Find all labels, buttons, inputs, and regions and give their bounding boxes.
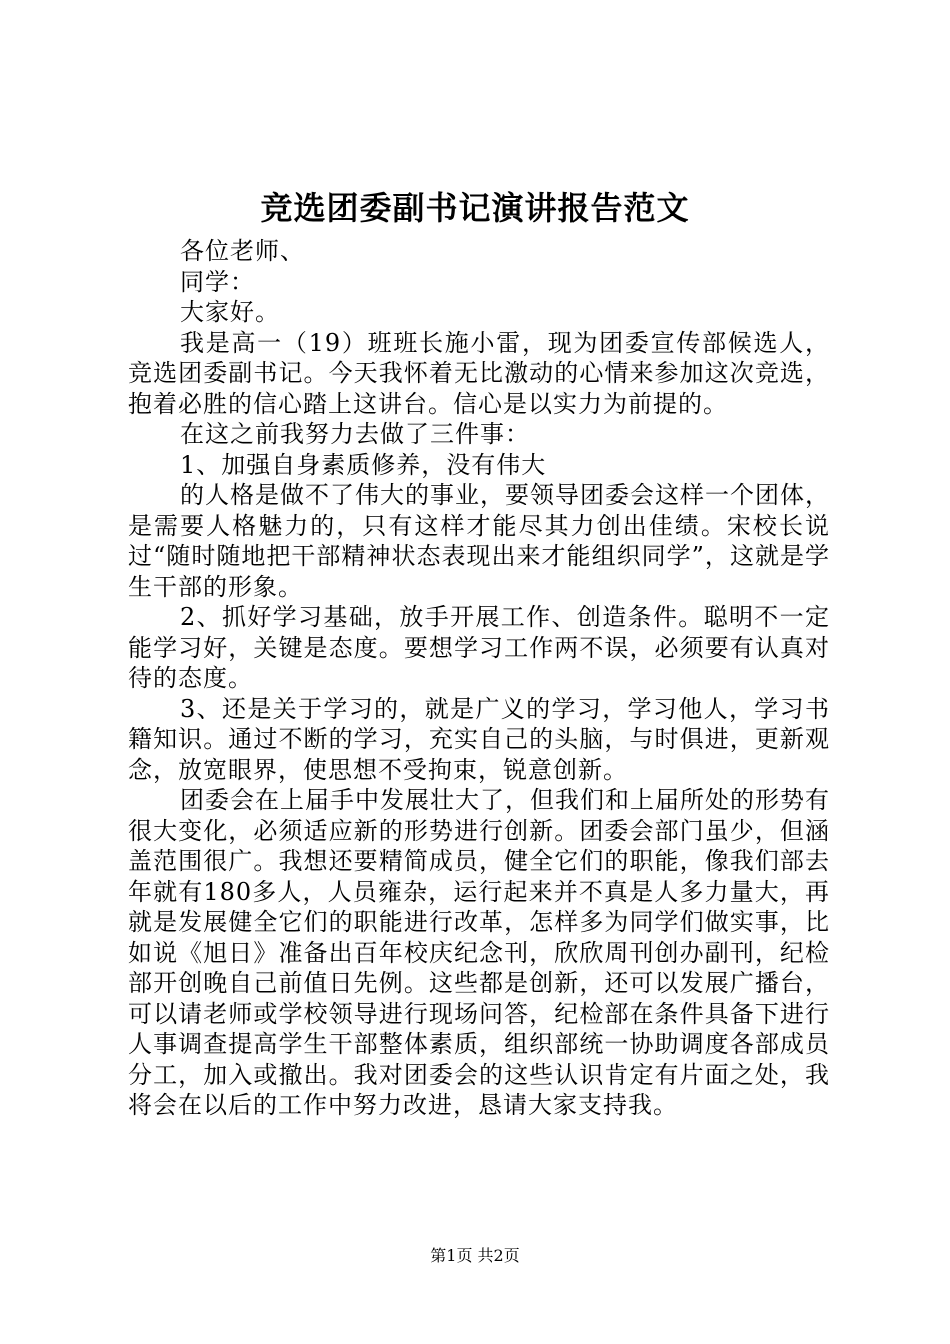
document-title: 竞选团委副书记演讲报告范文 bbox=[260, 189, 690, 227]
greeting-line: 各位老师、 bbox=[180, 237, 305, 265]
body-paragraph: 的人格是做不了伟大的事业，要领导团委会这样一个团体，是需要人格魅力的，只有这样才能尽其力创出佳绩。宋校长说过“随时随地把干部精神状态表现出来才能组织同学”，这就是学生干部的形象。 bbox=[128, 481, 830, 601]
body-paragraph: 在这之前我努力去做了三件事： bbox=[180, 420, 530, 448]
list-item: 1、加强自身素质修养，没有伟大 bbox=[180, 450, 547, 479]
document-body bbox=[128, 236, 830, 1121]
greeting-line: 大家好。 bbox=[180, 298, 280, 326]
body-paragraph: 我是高一（19）班班长施小雷，现为团委宣传部候选人，竞选团委副书记。今天我怀着无比激动的心情来参加这次竞选，抱着必胜的信心踏上这讲台。信心是以实力为前提的。 bbox=[128, 328, 830, 418]
page-number: 第1页 共2页 bbox=[430, 1246, 520, 1265]
body-paragraph: 团委会在上届手中发展壮大了，但我们和上届所处的形势有很大变化，必须适应新的形势进行创新。团委会部门虽少，但涵盖范围很广。我想还要精简成员，健全它们的职能，像我们部去年就有180多人，人员雍杂，运行起来并不真是人多力量大，再就是发展健全它们的职能进行改革，怎样多为同学们做实事，比如说《旭日》准备出百年校庆纪念刊，欣欣周刊创办副刊，纪检部开创晚自己前值日先例。这些都是创新，还可以发展广播台，可以请老师或学校领导进行现场问答，纪检部在条件具备下进行人事调查提高学生干部整体素质，组织部统一协助调度各部成员分工，加入或撤出。我对团委会的这些认识肯定有片面之处，我将会在以后的工作中努力改进，恳请大家支持我。 bbox=[128, 786, 830, 1119]
greeting-line: 同学： bbox=[180, 267, 255, 296]
list-item: 3、还是关于学习的，就是广义的学习，学习他人，学习书籍知识。通过不断的学习，充实自己的头脑，与时俱进，更新观念，放宽眼界，使思想不受拘束，锐意创新。 bbox=[128, 694, 830, 784]
list-item: 2、抓好学习基础，放手开展工作、创造条件。聪明不一定能学习好，关键是态度。要想学习工作两不误，必须要有认真对待的态度。 bbox=[128, 603, 830, 692]
